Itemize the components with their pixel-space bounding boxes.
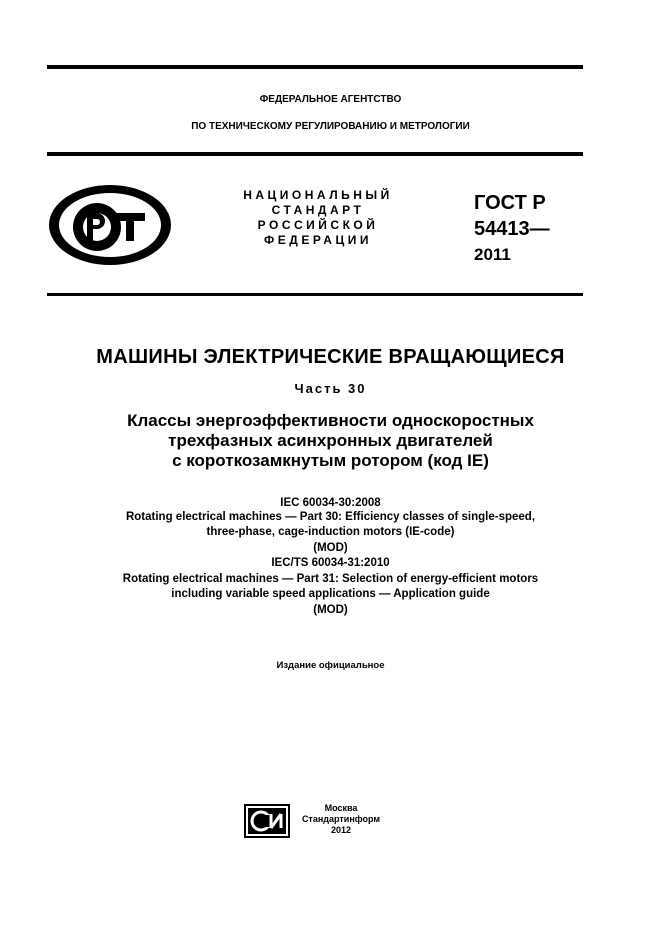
agency-line-1: ФЕДЕРАЛЬНОЕ АГЕНТСТВО (259, 94, 402, 105)
subtitle-line-3: с короткозамкнутым ротором (код IE) (172, 451, 489, 470)
part-number: Часть 30 (294, 381, 367, 396)
designation-line-3: 2011 (474, 245, 511, 264)
middle-rule (47, 293, 583, 296)
standard-designation (474, 190, 550, 268)
document-title: МАШИНЫ ЭЛЕКТРИЧЕСКИЕ ВРАЩАЮЩИЕСЯ (96, 346, 565, 368)
gost-r-logo-icon (47, 183, 173, 267)
designation-line-2: 54413— (474, 218, 550, 240)
reference-line-7: including variable speed applications — Application guide (171, 588, 490, 600)
reference-line-8: (MOD) (313, 604, 348, 616)
reference-line-2: Rotating electrical machines — Part 30: Efficiency classes of single-speed, (125, 511, 536, 523)
reference-line-3: three-phase, cage-induction motors (IE-code) (206, 526, 455, 538)
reference-line-5: IEC/TS 60034-31:2010 (271, 557, 390, 569)
publisher-name: Стандартинформ (301, 814, 381, 824)
national-standard-line-3: РОССИЙСКОЙ (257, 218, 379, 232)
subtitle-line-2: трехфазных асинхронных двигателей (168, 431, 493, 450)
national-standard-line-2: СТАНДАРТ (271, 203, 365, 217)
standartinform-logo-icon (244, 804, 290, 838)
publisher-block (295, 803, 387, 836)
reference-line-4: (MOD) (313, 542, 348, 554)
national-standard-line-4: ФЕДЕРАЦИИ (264, 233, 372, 247)
reference-line-6: Rotating electrical machines — Part 31: Selection of energy-efficient motors (122, 573, 539, 585)
national-standard-line-1: НАЦИОНАЛЬНЫЙ (243, 188, 393, 202)
designation-line-1: ГОСТ Р (474, 192, 546, 214)
agency-line-2: ПО ТЕХНИЧЕСКОМУ РЕГУЛИРОВАНИЮ И МЕТРОЛОГИИ (191, 121, 470, 132)
header-rule (47, 152, 583, 156)
reference-line-1: IEC 60034-30:2008 (280, 497, 381, 509)
subtitle-line-1: Классы энергоэффективности односкоростных (127, 411, 534, 430)
national-standard-label (225, 188, 411, 248)
edition-label: Издание официальное (276, 660, 385, 671)
publisher-city: Москва (324, 803, 358, 813)
top-rule (47, 65, 583, 69)
publisher-year: 2012 (330, 825, 352, 835)
